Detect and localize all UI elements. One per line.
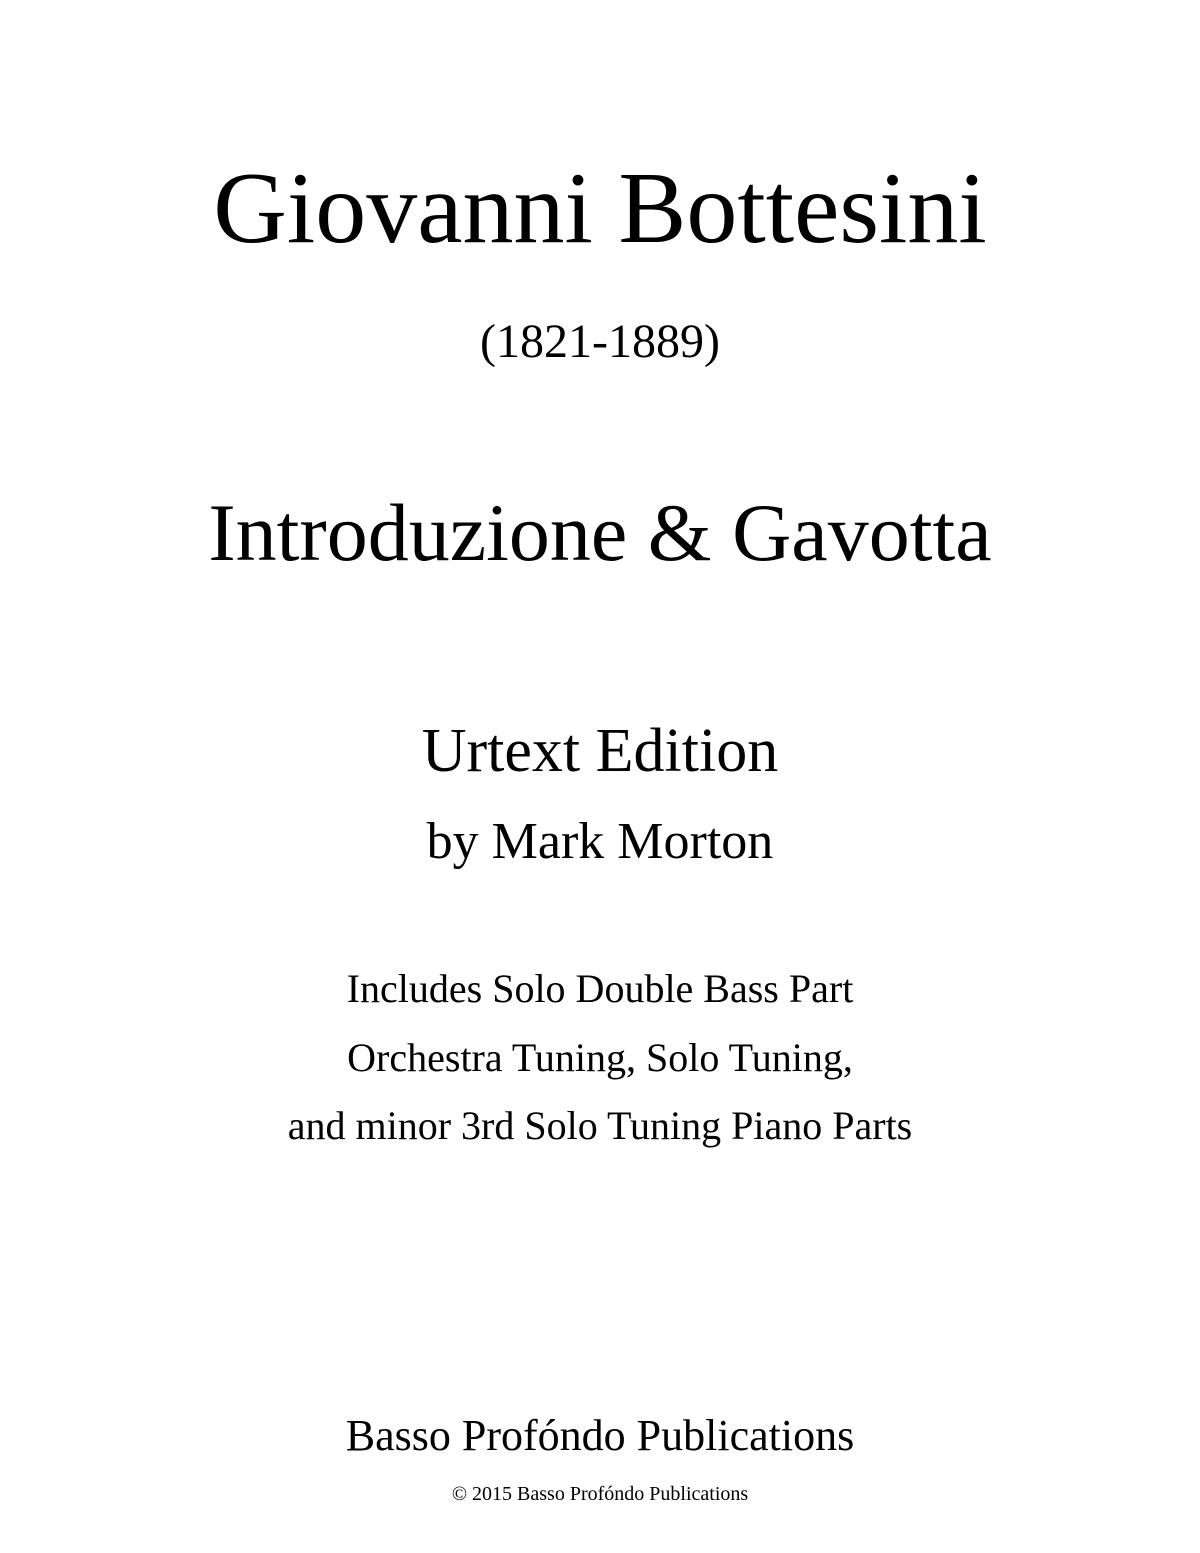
composer-dates: (1821-1889) <box>480 315 720 368</box>
includes-line: Includes Solo Double Bass Part <box>346 966 854 1011</box>
work-title: Introduzione & Gavotta <box>208 487 992 578</box>
edition-label: Urtext Edition <box>421 717 779 785</box>
copyright-notice: © 2015 Basso Profóndo Publications <box>451 1483 749 1505</box>
includes-line: and minor 3rd Solo Tuning Piano Parts <box>287 1103 913 1148</box>
publisher-name: Basso Profóndo Publications <box>345 1411 855 1460</box>
includes-line: Orchestra Tuning, Solo Tuning, <box>347 1035 853 1080</box>
editor-credit: by Mark Morton <box>426 813 774 870</box>
composer-name: Giovanni Bottesini <box>213 152 987 265</box>
